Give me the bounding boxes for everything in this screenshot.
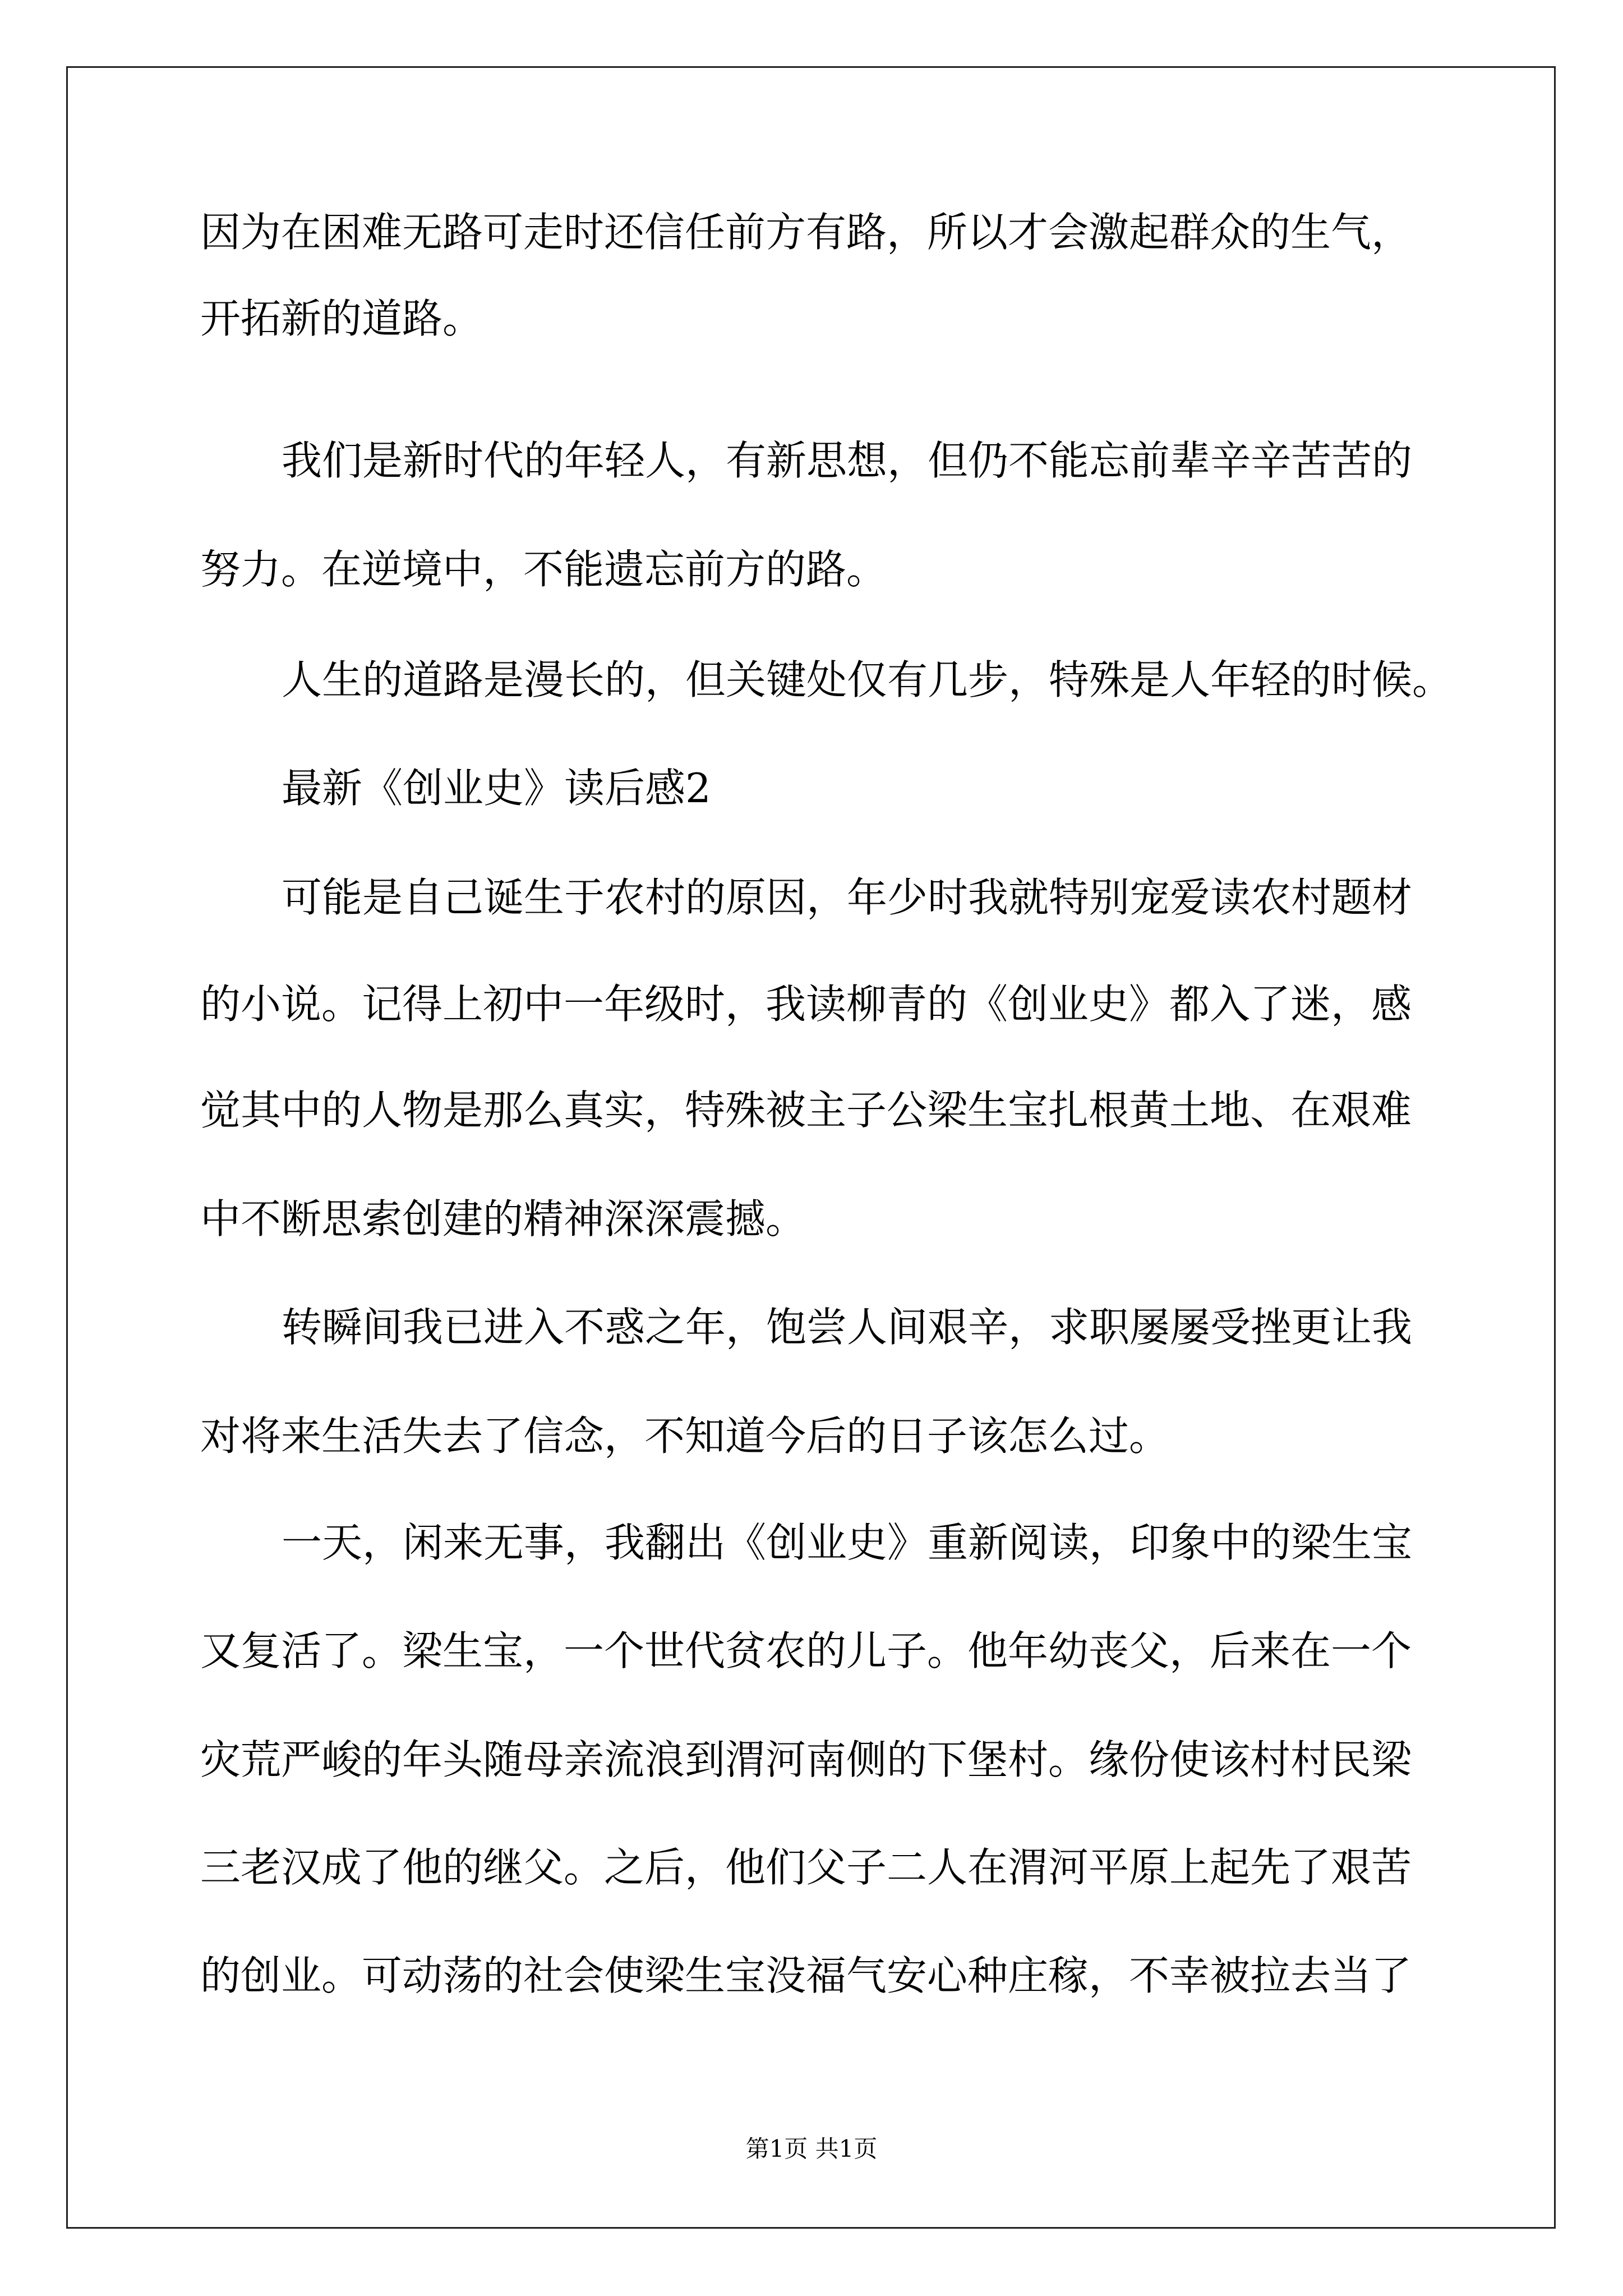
text-line: 觉其中的人物是那么真实，特殊被主子公梁生宝扎根黄土地、在艰难 bbox=[200, 1087, 1412, 1134]
page-border bbox=[66, 66, 1556, 2229]
section-heading: 最新《创业史》读后感2 bbox=[282, 765, 711, 812]
text-line: 努力。在逆境中，不能遗忘前方的路。 bbox=[200, 546, 887, 593]
text-line: 的创业。可动荡的社会使梁生宝没福气安心种庄稼，不幸被拉去当了 bbox=[200, 1952, 1412, 1999]
text-line: 灾荒严峻的年头随母亲流浪到渭河南侧的下堡村。缘份使该村村民梁 bbox=[200, 1736, 1412, 1783]
text-line: 转瞬间我已进入不惑之年，饱尝人间艰辛，求职屡屡受挫更让我 bbox=[282, 1304, 1413, 1351]
text-line: 三老汉成了他的继父。之后，他们父子二人在渭河平原上起先了艰苦 bbox=[200, 1844, 1412, 1891]
text-line: 我们是新时代的年轻人，有新思想，但仍不能忘前辈辛辛苦苦的 bbox=[282, 437, 1413, 484]
text-line: 因为在困难无路可走时还信任前方有路，所以才会激起群众的生气， bbox=[200, 209, 1412, 256]
text-line: 可能是自己诞生于农村的原因，年少时我就特别宠爱读农村题材 bbox=[282, 874, 1413, 921]
text-line: 的小说。记得上初中一年级时，我读柳青的《创业史》都入了迷，感 bbox=[200, 981, 1412, 1028]
text-line: 人生的道路是漫长的，但关键处仅有几步，特殊是人年轻的时候。 bbox=[282, 656, 1453, 703]
text-line: 又复活了。梁生宝，一个世代贫农的儿子。他年幼丧父，后来在一个 bbox=[200, 1627, 1412, 1674]
text-line: 一天，闲来无事，我翻出《创业史》重新阅读，印象中的梁生宝 bbox=[282, 1519, 1413, 1566]
text-line: 中不断思索创建的精神深深震撼。 bbox=[200, 1195, 806, 1243]
page-footer: 第1页 共1页 bbox=[745, 2135, 878, 2162]
text-line: 对将来生活失去了信念，不知道今后的日子该怎么过。 bbox=[200, 1412, 1170, 1460]
text-line: 开拓新的道路。 bbox=[200, 295, 483, 342]
